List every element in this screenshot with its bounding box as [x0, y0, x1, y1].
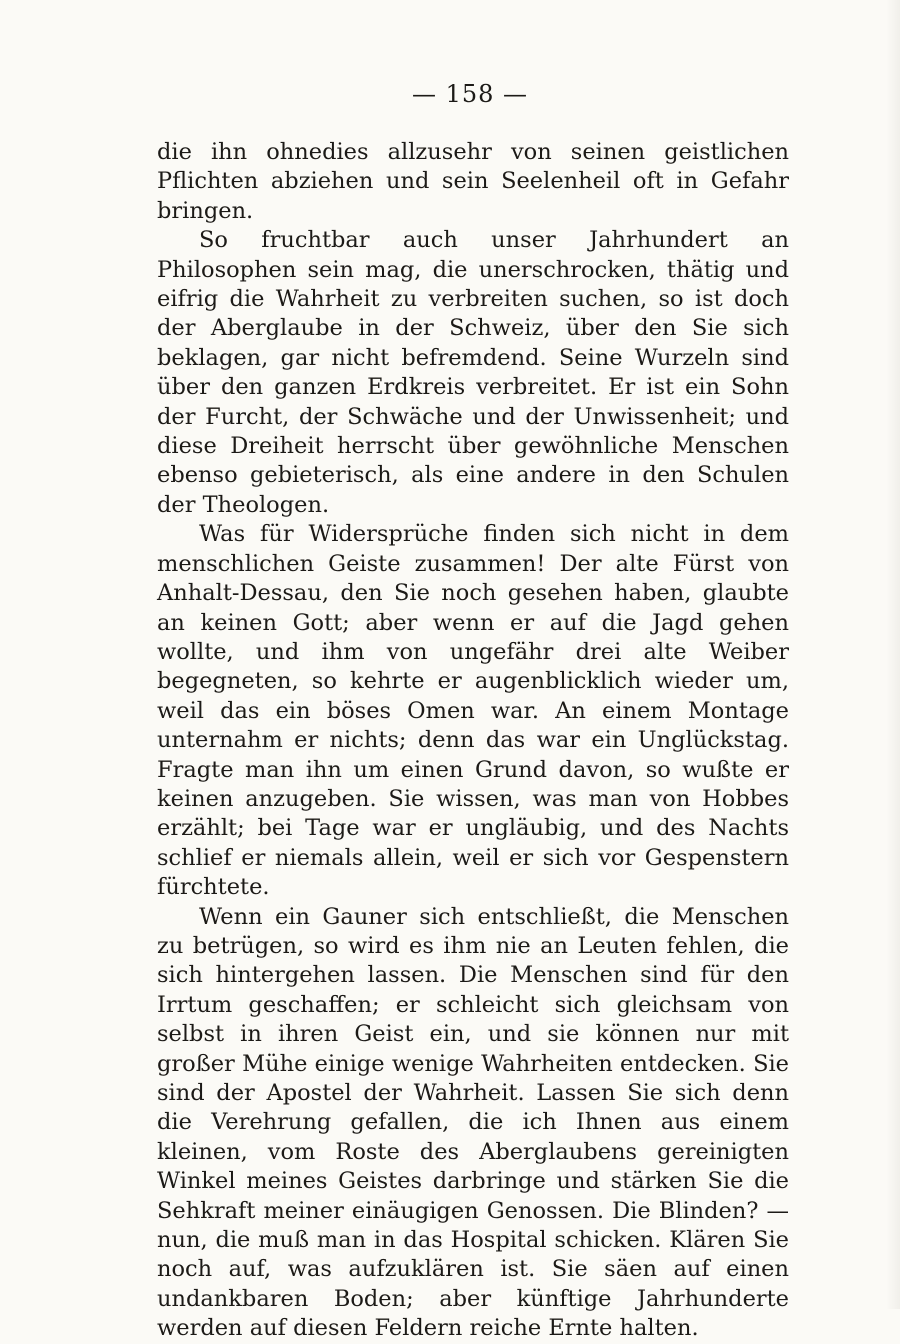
- paragraph-continuation: die ihn ohnedies allzusehr von seinen geistlichen Pflichten abziehen und sein Seelenheil oft in Gefahr bringen.: [157, 139, 789, 224]
- body-text: [157, 138, 789, 1344]
- page-number: — 158 —: [411, 80, 529, 108]
- paragraph-superstition: So fruchtbar auch unser Jahrhundert an Philosophen sein mag, die unerschrocken, thätig und eifrig die Wahrheit zu verbreiten suchen, so ist doch der Aberglaube in der Schweiz, über den Sie sich beklagen, gar nicht befremdend. Seine Wurzeln sind über den ganzen Erdkreis verbreitet. Er ist ein Sohn der Furcht, der Schwäche und der Unwissenheit; und diese Dreiheit herrscht über gewöhnliche Menschen ebenso gebieterisch, als eine andere in den Schulen der Theologen.: [157, 227, 789, 518]
- page-edge-shadow: [886, 0, 900, 1309]
- paragraph-deception: Wenn ein Gauner sich entschließt, die Menschen zu betrügen, so wird es ihm nie an Leuten fehlen, die sich hintergehen lassen. Die Menschen sind für den Irrtum geschaffen; er schleicht sich gleichsam von selbst in ihren Geist ein, und sie können nur mit großer Mühe einige wenige Wahrheiten entdecken. Sie sind der Apostel der Wahrheit. Lassen Sie sich denn die Verehrung gefallen, die ich Ihnen aus einem kleinen, vom Roste des Aberglaubens gereinigten Winkel meines Geistes darbringe und stärken Sie die Sehkraft meiner einäugigen Genossen. Die Blinden? — nun, die muß man in das Hospital schicken. Klären Sie noch auf, was aufzuklären ist. Sie säen auf einen undankbaren Boden; aber künftige Jahrhunderte werden auf diesen Feldern reiche Ernte halten.: [157, 903, 789, 1342]
- paragraph-contradictions: Was für Widersprüche finden sich nicht in dem menschlichen Geiste zusammen! Der alte Fürst von Anhalt-Dessau, den Sie noch gesehen haben, glaubte an keinen Gott; aber wenn er auf die Jagd gehen wollte, und ihm von ungefähr drei alte Weiber begegneten, so kehrte er augenblicklich wieder um, weil das ein böses Omen war. An einem Montage unternahm er nichts; denn das war ein Unglückstag. Fragte man ihn um einen Grund davon, so wußte er keinen anzugeben. Sie wissen, was man von Hobbes erzählt; bei Tage war er ungläubig, und des Nachts schlief er niemals allein, weil er sich vor Gespenstern fürchtete.: [157, 521, 789, 901]
